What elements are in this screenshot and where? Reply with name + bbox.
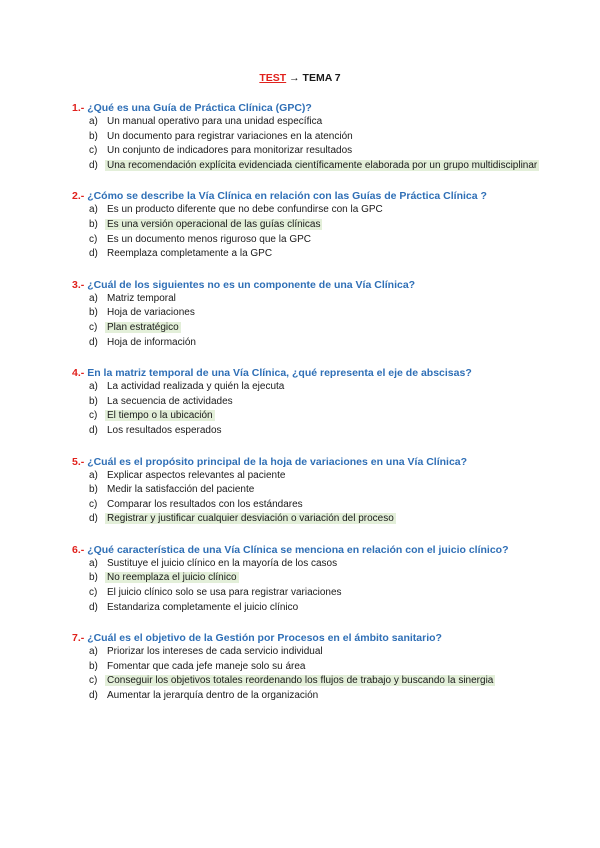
option-text: Sustituye el juicio clínico en la mayoría de los casos: [107, 557, 338, 569]
option-text: Una recomendación explícita evidenciada científicamente elaborada por un grupo multidisciplinar: [107, 159, 538, 171]
option-b: [72, 395, 592, 410]
question-text: En la matriz temporal de una Vía Clínica, ¿qué representa el eje de abscisas?: [87, 367, 472, 380]
question-6: [72, 543, 592, 615]
option-b: [72, 306, 592, 321]
option-letter: c): [89, 587, 98, 599]
option-b-correct: [72, 571, 592, 586]
option-text: Conseguir los objetivos totales reordenando los flujos de trabajo y buscando la sinergia: [107, 675, 494, 687]
option-a: [72, 292, 592, 307]
question-number: 4.-: [72, 367, 85, 380]
option-c-correct: [72, 409, 592, 424]
question-number: 5.-: [72, 455, 85, 468]
option-letter: c): [89, 498, 98, 510]
question-text: ¿Cuál de los siguientes no es un componente de una Vía Clínica?: [87, 278, 416, 291]
option-text: El tiempo o la ubicación: [107, 410, 213, 422]
question-number: 2.-: [72, 190, 85, 203]
question-number: 6.-: [72, 543, 85, 556]
option-text: El juicio clínico solo se usa para registrar variaciones: [107, 587, 342, 599]
option-text: Los resultados esperados: [107, 424, 222, 436]
option-letter: a): [89, 646, 98, 658]
question-number: 7.-: [72, 632, 85, 645]
option-a: [72, 469, 592, 484]
option-text: Fomentar que cada jefe maneje solo su área: [107, 660, 306, 672]
option-letter: b): [89, 484, 98, 496]
option-text: Es una versión operacional de las guías clínicas: [107, 218, 321, 230]
option-c: [72, 233, 592, 248]
option-text: Es un documento menos riguroso que la GPC: [107, 233, 311, 245]
option-text: Reemplaza completamente a la GPC: [107, 248, 273, 260]
option-text: Hoja de variaciones: [107, 307, 195, 319]
question-text: ¿Cuál es el objetivo de la Gestión por Procesos en el ámbito sanitario?: [87, 632, 442, 645]
option-b: [72, 130, 592, 145]
option-text: Plan estratégico: [107, 321, 179, 333]
option-a: [72, 380, 592, 395]
option-letter: b): [89, 395, 98, 407]
option-b-correct: [72, 218, 592, 233]
option-letter: d): [89, 513, 98, 525]
option-letter: b): [89, 218, 98, 230]
question-4: [72, 366, 592, 438]
option-c: [72, 144, 592, 159]
option-letter: b): [89, 130, 98, 142]
question-list: [72, 101, 592, 720]
option-d: [72, 601, 592, 616]
option-letter: a): [89, 292, 98, 304]
option-text: Es un producto diferente que no debe confundirse con la GPC: [107, 204, 383, 216]
option-letter: c): [89, 233, 98, 245]
option-d-correct: [72, 159, 592, 174]
option-letter: a): [89, 557, 98, 569]
page-title: [0, 72, 600, 84]
option-letter: c): [89, 410, 98, 422]
option-letter: a): [89, 469, 98, 481]
option-text: No reemplaza el juicio clínico: [107, 572, 237, 584]
option-letter: c): [89, 675, 98, 687]
option-a: [72, 645, 592, 660]
question-text: ¿Cuál es el propósito principal de la hoja de variaciones en una Vía Clínica?: [87, 455, 468, 468]
option-a: [72, 203, 592, 218]
title-tema: TEMA 7: [302, 72, 341, 84]
question-1: [72, 101, 592, 173]
option-c: [72, 586, 592, 601]
option-text: Un manual operativo para una unidad específica: [107, 116, 323, 127]
option-c-correct: [72, 674, 592, 689]
option-c: [72, 498, 592, 513]
option-text: Aumentar la jerarquía dentro de la organización: [107, 690, 319, 702]
option-letter: a): [89, 116, 98, 127]
option-text: Estandariza completamente el juicio clínico: [107, 601, 299, 613]
option-text: La secuencia de actividades: [107, 395, 233, 407]
option-d: [72, 247, 592, 262]
option-letter: b): [89, 572, 98, 584]
option-text: Hoja de información: [107, 336, 196, 348]
option-text: Priorizar los intereses de cada servicio individual: [107, 646, 323, 658]
question-number: 3.-: [72, 278, 85, 291]
option-text: Explicar aspectos relevantes al paciente: [107, 469, 286, 481]
title-test: TEST: [259, 72, 287, 84]
option-letter: b): [89, 660, 98, 672]
option-d: [72, 689, 592, 704]
option-text: Matriz temporal: [107, 292, 176, 304]
option-letter: a): [89, 204, 98, 216]
option-text: La actividad realizada y quién la ejecuta: [107, 381, 285, 393]
option-letter: b): [89, 307, 98, 319]
option-letter: c): [89, 145, 98, 157]
option-a: [72, 115, 592, 130]
option-a: [72, 557, 592, 572]
option-letter: d): [89, 248, 98, 260]
question-7: [72, 631, 592, 703]
option-c-correct: [72, 321, 592, 336]
option-letter: d): [89, 424, 98, 436]
title-arrow: →: [286, 72, 303, 84]
option-text: Comparar los resultados con los estándares: [107, 498, 303, 510]
question-3: [72, 278, 592, 350]
question-5: [72, 455, 592, 527]
option-text: Registrar y justificar cualquier desviación o variación del proceso: [107, 513, 394, 525]
option-letter: d): [89, 690, 98, 702]
option-d-correct: [72, 512, 592, 527]
question-2: [72, 189, 592, 261]
option-letter: a): [89, 381, 98, 393]
option-d: [72, 336, 592, 351]
option-letter: d): [89, 601, 98, 613]
question-text: ¿Qué es una Guía de Práctica Clínica (GPC)?: [87, 102, 312, 114]
option-d: [72, 424, 592, 439]
option-text: Medir la satisfacción del paciente: [107, 484, 255, 496]
option-b: [72, 660, 592, 675]
option-text: Un conjunto de indicadores para monitorizar resultados: [107, 145, 353, 157]
question-text: ¿Cómo se describe la Vía Clínica en relación con las Guías de Práctica Clínica ?: [87, 190, 487, 203]
question-number: 1.-: [72, 102, 85, 114]
option-letter: d): [89, 159, 98, 171]
option-b: [72, 483, 592, 498]
option-letter: d): [89, 336, 98, 348]
option-text: Un documento para registrar variaciones en la atención: [107, 130, 353, 142]
question-text: ¿Qué característica de una Vía Clínica se menciona en relación con el juicio clínico?: [87, 543, 509, 556]
option-letter: c): [89, 321, 98, 333]
